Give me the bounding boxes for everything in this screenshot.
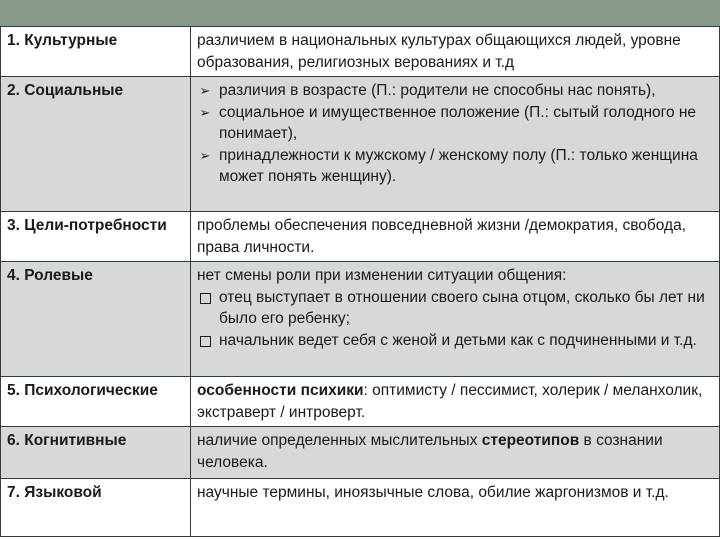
emphasis-text: особенности психики: [197, 382, 364, 399]
list-item: ➢ различия в возрасте (П.: родители не способны нас понять),: [197, 80, 713, 102]
table-row: [1, 77, 720, 212]
table-row: [1, 377, 720, 427]
arrow-bullet-icon: ➢: [199, 83, 211, 98]
description-cell: научные термины, иноязычные слова, обилие жаргонизмов и т.д.: [191, 479, 720, 537]
category-cell: 5. Психологические: [1, 377, 191, 427]
list-item: начальник ведет себя с женой и детьми как с подчиненными и т.д.: [197, 330, 713, 352]
table-row: [1, 479, 720, 537]
description-intro: нет смены роли при изменении ситуации общения:: [197, 267, 567, 284]
description-cell: [191, 77, 720, 212]
description-cell: особенности психики: оптимисту / пессимист, холерик / меланхолик, экстраверт / интроверт.: [191, 377, 720, 427]
square-bullet-icon: [197, 330, 213, 354]
emphasis-text: стереотипов: [481, 432, 580, 449]
description-cell: проблемы обеспечения повседневной жизни /демократия, свобода, права личности.: [191, 212, 720, 262]
arrow-bullet-icon: ➢: [199, 147, 211, 163]
table-row: [1, 212, 720, 262]
list-item: ➢ социальное и имущественное положение (П.: сытый голодного не понимает),: [197, 102, 713, 145]
category-cell: 3. Цели-потребности: [1, 212, 191, 262]
category-cell: 2. Социальные: [1, 77, 191, 212]
category-cell: 1. Культурные: [1, 27, 191, 77]
description-cell: различием в национальных культурах общающихся людей, уровне образования, религиозных верованиях и т.д: [191, 27, 720, 77]
list-item: ➢ принадлежности к мужскому / женскому полу (П.: только женщина может понять женщину).: [197, 145, 713, 188]
header-band: [0, 0, 720, 27]
table-row: [1, 262, 720, 377]
list-item: отец выступает в отношении своего сына отцом, сколько бы лет ни было его ребенку;: [197, 287, 713, 330]
category-cell: 7. Языковой: [1, 479, 191, 537]
arrow-list: [197, 80, 713, 188]
table-row: [1, 427, 720, 479]
category-cell: 4. Ролевые: [1, 262, 191, 377]
category-cell: 6. Когнитивные: [1, 427, 191, 479]
arrow-bullet-icon: ➢: [199, 104, 211, 120]
table-row: [1, 27, 720, 77]
description-cell: наличие определенных мыслительных стереотипов в сознании человека.: [191, 427, 720, 479]
description-cell: [191, 262, 720, 377]
barriers-table: [0, 26, 720, 537]
square-bullet-icon: [197, 287, 213, 311]
square-list: [197, 287, 713, 352]
